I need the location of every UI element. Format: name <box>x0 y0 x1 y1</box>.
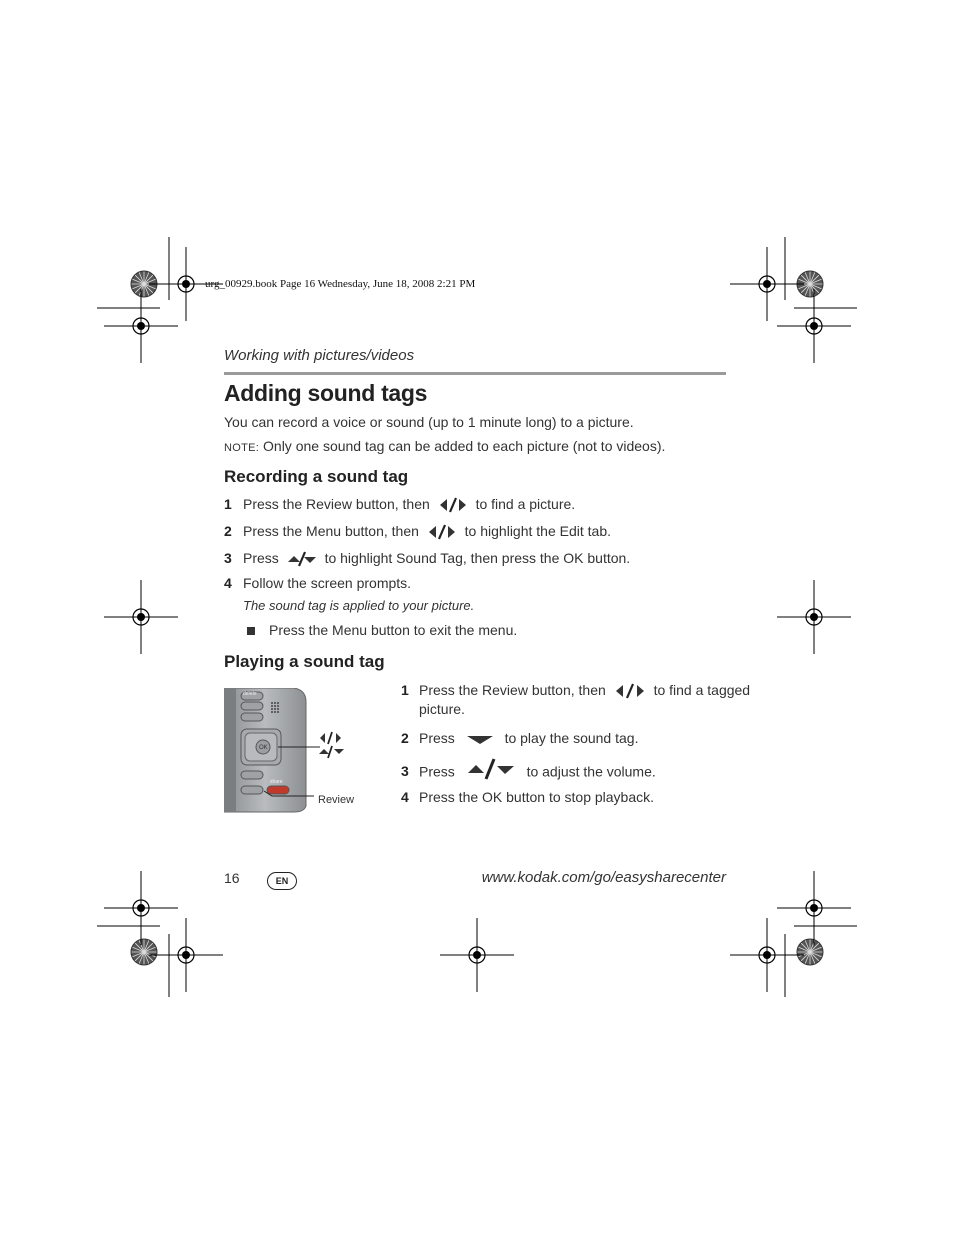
step-text: Press the Review button, then <box>243 496 430 512</box>
header-rule <box>224 372 726 375</box>
step-text: Press <box>243 550 279 566</box>
intro-text: You can record a voice or sound (up to 1 minute long) to a picture. <box>224 414 634 430</box>
bullet-text: Press the Menu button to exit the menu. <box>269 622 518 638</box>
step-text: Press the Review button, then <box>419 682 606 698</box>
print-info: urg_00929.book Page 16 Wednesday, June 18, 2008 2:21 PM <box>205 278 476 290</box>
recording-step-3 <box>243 550 630 568</box>
step-number: 2 <box>224 523 232 539</box>
playing-step-3 <box>419 763 656 783</box>
page-title: Adding sound tags <box>224 380 428 406</box>
step-number: 1 <box>224 496 232 512</box>
language-badge: EN <box>267 872 297 890</box>
playing-step-1-continued: picture. <box>419 701 465 717</box>
running-head: Working with pictures/videos <box>224 347 415 364</box>
step-text: to highlight the Edit tab. <box>464 523 611 539</box>
recording-heading: Recording a sound tag <box>224 467 409 486</box>
step-number: 3 <box>401 763 409 779</box>
step-text: Press <box>419 730 455 746</box>
step-number: 4 <box>224 575 232 591</box>
step-number: 2 <box>401 730 409 746</box>
step-text: Press <box>419 763 455 780</box>
step-number: 1 <box>401 682 409 698</box>
camera-share-label: share <box>270 779 283 785</box>
recording-step-2 <box>243 523 611 541</box>
step-text: to find a tagged <box>653 682 751 698</box>
playing-step-4: Press the OK button to stop playback. <box>419 789 655 805</box>
bullet-item <box>247 622 517 638</box>
camera-delete-label: delete <box>243 691 257 697</box>
recording-step-1 <box>243 496 575 514</box>
note-label: NOTE: <box>224 442 260 454</box>
note-text: Only one sound tag can be added to each picture (not to videos). <box>263 438 666 454</box>
step-number: 3 <box>224 550 232 566</box>
playing-step-1 <box>419 682 750 700</box>
review-callout-label: Review <box>318 794 355 806</box>
left-right-arrows-icon <box>438 496 468 514</box>
step-text: Press the Menu button, then <box>243 523 419 539</box>
playing-step-2 <box>419 730 638 748</box>
left-right-arrows-icon <box>614 682 646 700</box>
step-text: to highlight Sound Tag, then press the OK button. <box>324 550 631 566</box>
playing-heading: Playing a sound tag <box>224 652 385 671</box>
bullet-icon <box>247 627 255 635</box>
up-down-arrows-icon <box>467 757 517 783</box>
step-number: 4 <box>401 789 409 805</box>
step-text: to play the sound tag. <box>504 730 639 746</box>
camera-ok-label: OK <box>259 745 268 751</box>
up-down-arrows-icon <box>287 550 317 568</box>
step-text: to find a picture. <box>475 496 576 512</box>
page-number: 16 <box>224 870 240 886</box>
footer-url[interactable]: www.kodak.com/go/easysharecenter <box>481 869 726 886</box>
step-text: to adjust the volume. <box>526 763 656 780</box>
result-text: The sound tag is applied to your picture. <box>243 598 475 613</box>
recording-step-4: Follow the screen prompts. <box>243 575 412 591</box>
note <box>224 438 665 454</box>
left-right-arrows-icon <box>427 523 457 541</box>
down-arrow-icon <box>465 730 495 748</box>
